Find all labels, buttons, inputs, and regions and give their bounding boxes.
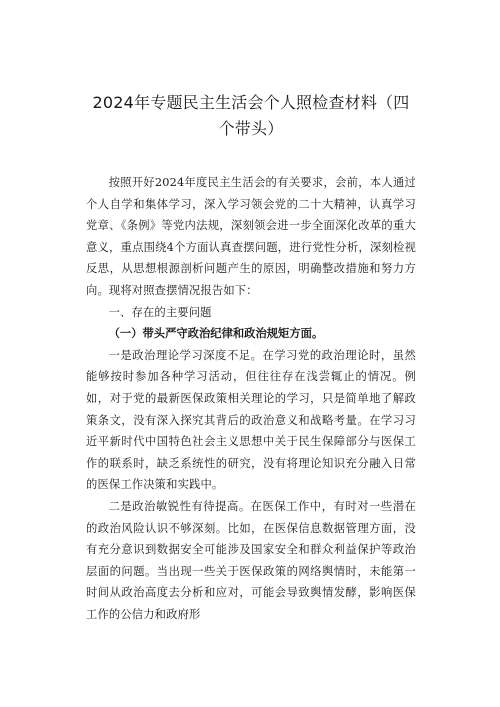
document-page [86,90,416,625]
body-paragraph-political-sensitivity: 二是政治敏锐性有待提高。在医保工作中，有时对一些潜在的政治风险认识不够深刻。比如，在医保信息数据管理方面，没有充分意识到数据安全可能涉及国家安全和群众利益保护等政治层面的问题。当出现一些关于医保政策的网络舆情时，未能第一时间从政治高度去分析和应对，可能会导致舆情发酵，影响医保工作的公信力和政府形 [86,499,416,621]
section-heading-problems: 一、存在的主要问题 [108,305,212,319]
intro-paragraph: 按照开好2024年度民主生活会的有关要求，会前，本人通过个人自学和集体学习，深入学习领会党的二十大精神，认真学习党章、《条例》等党内法规，深刻领会进一步全面深化改革的重大意义，重点围绕4个方面认真查摆问题，进行党性分析，深刻检视反思，从思想根源剖析问题产生的原因，明确整改措施和努力方向。现将对照查摆情况报告如下： [86,176,416,297]
body-paragraph-theory-study: 一是政治理论学习深度不足。在学习党的政治理论时，虽然能够按时参加各种学习活动，但往往存在浅尝辄止的情况。例如，对于党的最新医保政策相关理论的学习，只是简单地了解政策条文，没有深入探究其背后的政治意义和战略考量。在学习习近平新时代中国特色社会主义思想中关于民生保障部分与医保工作的联系时，缺乏系统性的研究，没有将理论知识充分融入日常的医保工作决策和实践中。 [86,348,416,492]
subsection-heading-political-discipline: （一）带头严守政治纪律和政治规矩方面。 [108,327,324,341]
document-title: 2024年专题民主生活会个人照检查材料（四个带头） [92,93,410,138]
